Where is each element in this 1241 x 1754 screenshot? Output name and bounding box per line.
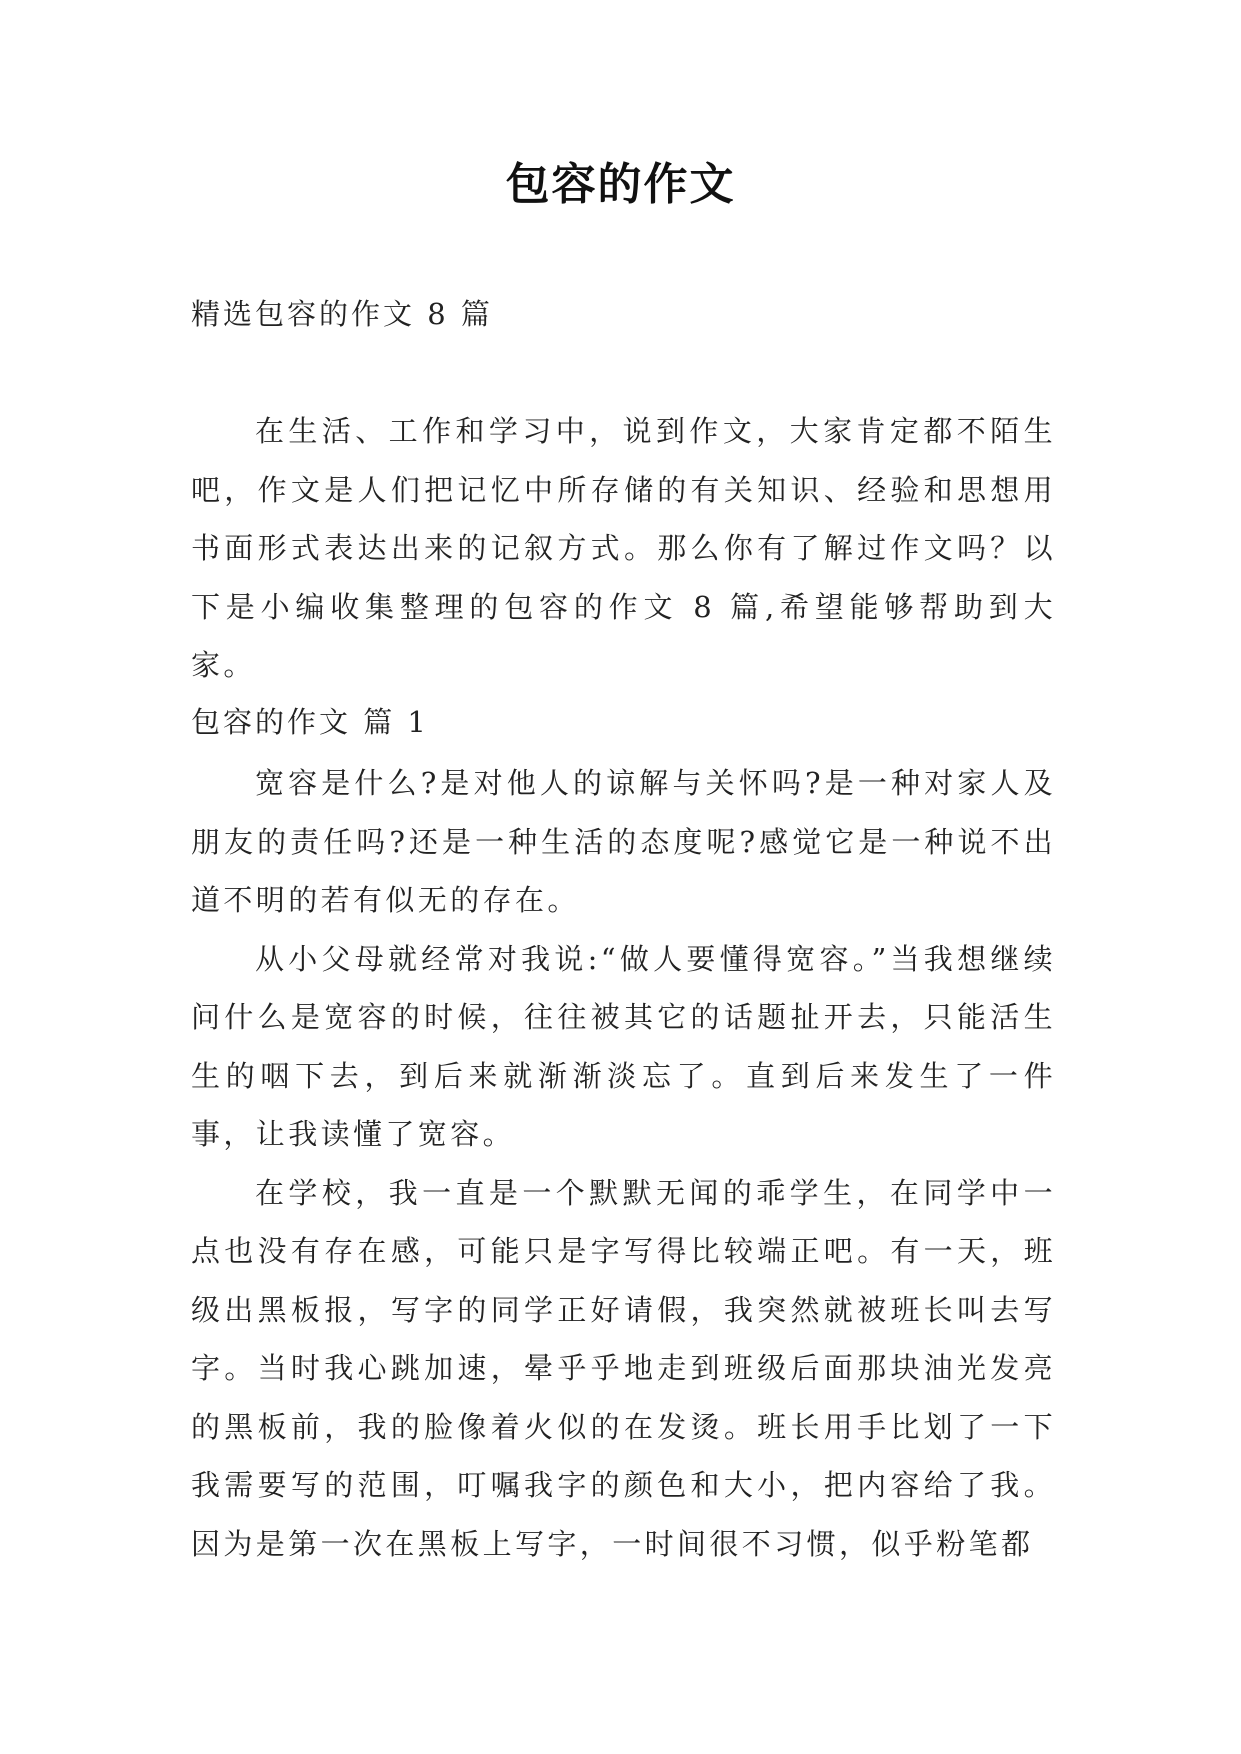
body-paragraph: 从小父母就经常对我说:“做人要懂得宽容。”当我想继续问什么是宽容的时候，往往被其它的话题扯开去，只能活生生的咽下去，到后来就渐渐淡忘了。直到后来发生了一件事，让我读懂了宽容。 [191,941,1056,1151]
section-body [191,754,1056,1573]
intro-paragraph-block [191,402,1056,695]
intro-paragraph: 在生活、工作和学习中，说到作文，大家肯定都不陌生吧，作文是人们把记忆中所存储的有关知识、经验和思想用书面形式表达出来的记叙方式。那么你有了解过作文吗？以下是小编收集整理的包容的作文 8 篇,希望能够帮助到大家。 [191,414,1056,682]
document-title: 包容的作文 [505,159,736,210]
body-paragraph: 宽容是什么?是对他人的谅解与关怀吗?是一种对家人及朋友的责任吗?还是一种生活的态度呢?感觉它是一种说不出道不明的若有似无的存在。 [191,766,1056,917]
body-paragraph: 在学校，我一直是一个默默无闻的乖学生，在同学中一点也没有存在感，可能只是字写得比较端正吧。有一天，班级出黑板报，写字的同学正好请假，我突然就被班长叫去写字。当时我心跳加速，晕乎乎地走到班级后面那块油光发亮的黑板前，我的脸像着火似的在发烫。班长用手比划了一下我需要写的范围，叮嘱我字的颜色和大小，把内容给了我。因为是第一次在黑板上写字，一时间很不习惯，似乎粉笔都 [191,1175,1056,1561]
section-heading: 包容的作文 篇 1 [191,705,429,739]
document-subtitle: 精选包容的作文 8 篇 [191,297,493,331]
